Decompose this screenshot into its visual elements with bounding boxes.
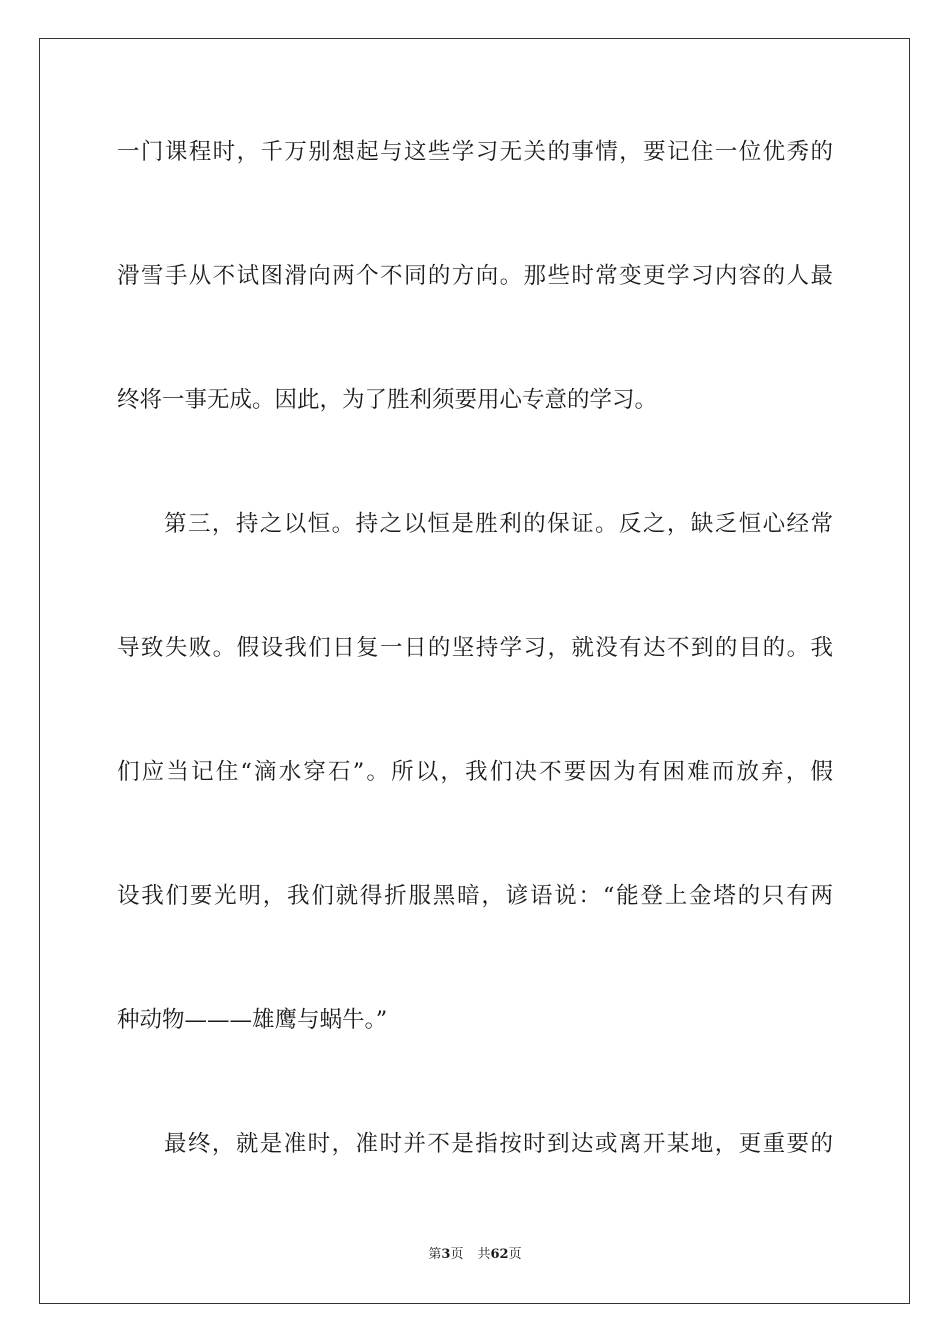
body-line-3: 终将一事无成。因此，为了胜利须要用心专意的学习。	[117, 387, 658, 413]
total-pages: 62	[490, 1247, 509, 1262]
body-line-8: 种动物———雄鹰与蜗牛。”	[117, 1007, 388, 1033]
total-prefix: 共	[477, 1247, 491, 1262]
body-line-6: 们应当记住“滴水穿石”。所以，我们决不要因为有困难而放弃，假	[117, 759, 833, 785]
page-suffix: 页	[450, 1247, 464, 1262]
page-number: 3	[441, 1247, 451, 1262]
body-line-5: 导致失败。假设我们日复一日的坚持学习，就没有达不到的目的。我	[117, 635, 833, 661]
total-suffix: 页	[508, 1247, 522, 1262]
body-line-7: 设我们要光明，我们就得折服黑暗，谚语说：“能登上金塔的只有两	[117, 883, 833, 909]
body-line-1: 一门课程时，千万别想起与这些学习无关的事情，要记住一位优秀的	[117, 139, 833, 165]
body-line-9: 最终，就是准时，准时并不是指按时到达或离开某地，更重要的	[164, 1131, 833, 1157]
page-prefix: 第	[428, 1247, 442, 1262]
body-line-4: 第三，持之以恒。持之以恒是胜利的保证。反之，缺乏恒心经常	[164, 511, 833, 537]
body-line-2: 滑雪手从不试图滑向两个不同的方向。那些时常变更学习内容的人最	[117, 263, 833, 289]
page-border	[39, 38, 910, 1304]
page-footer	[0, 1246, 950, 1264]
